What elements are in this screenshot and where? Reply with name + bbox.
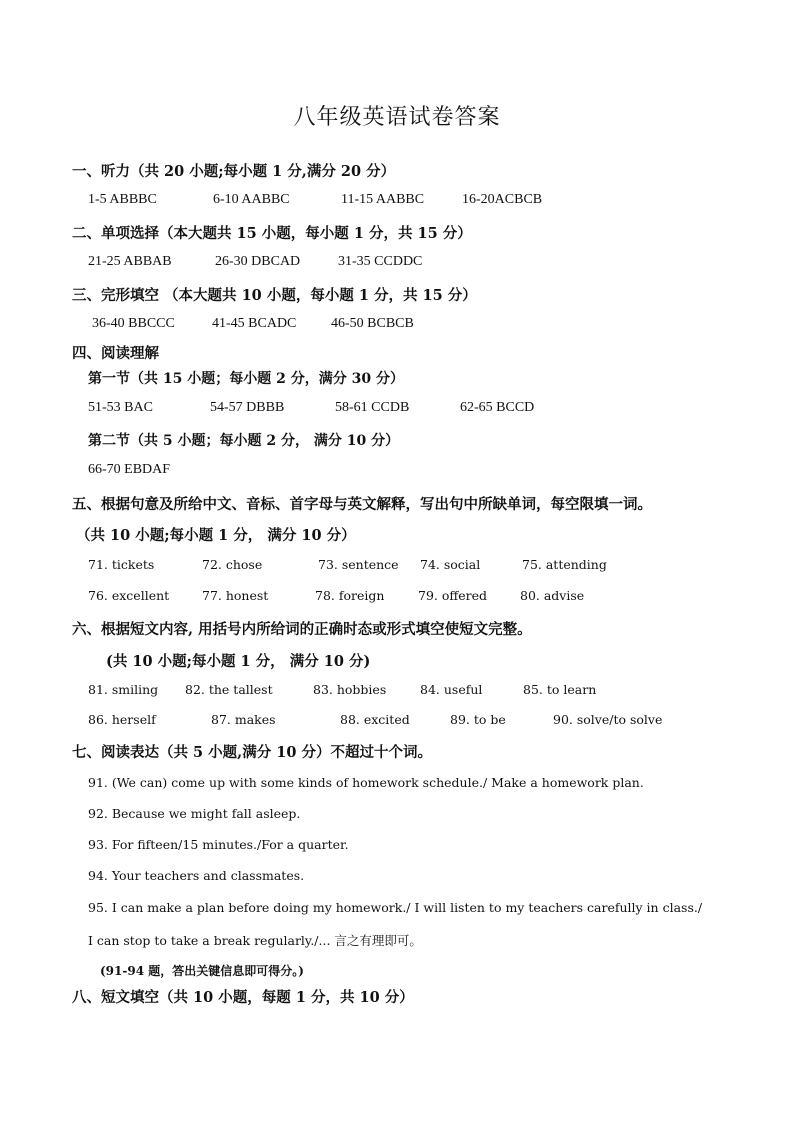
section-5-row-1 [0,557,794,575]
answer-93: 93. For fifteen/15 minutes./For a quarter. [88,837,349,852]
answer-group: 54-57 DBBB [210,400,285,415]
answer-item: 87. makes [211,712,276,727]
answer-group: 21-25 ABBAB [88,254,172,269]
section-4-part-2-heading: 第二节（共 5 小题；每小题 2 分， 满分 10 分） [88,433,400,449]
answer-item: 78. foreign [315,588,385,603]
section-4-part-1-heading: 第一节（共 15 小题；每小题 2 分，满分 30 分） [88,371,404,387]
section-6-row-2 [0,712,794,730]
section-8-heading: 八、短文填空（共 10 小题，每题 1 分，共 10 分） [72,989,414,1006]
answer-item: 82. the tallest [185,682,273,697]
answer-item: 81. smiling [88,682,159,697]
answer-item: 84. useful [420,682,483,697]
answer-item: 80. advise [520,588,585,603]
section-7-heading: 七、阅读表达（共 5 小题,满分 10 分）不超过十个词。 [72,744,433,761]
section-7-note: (91-94 题，答出关键信息即可得分。) [100,964,304,978]
answer-item: 73. sentence [318,557,399,572]
answer-group: 41-45 BCADC [212,316,297,331]
answer-92: 92. Because we might fall asleep. [88,806,301,821]
answer-item: 77. honest [202,588,269,603]
section-4-part-1-answers [0,400,794,418]
answer-group: 46-50 BCBCB [331,316,414,331]
section-5-subheading: （共 10 小题;每小题 1 分， 满分 10 分） [76,527,356,544]
section-5-heading: 五、根据句意及所给中文、音标、首字母与英文解释，写出句中所缺单词，每空限填一词。 [72,496,652,513]
answer-item: 79. offered [418,588,488,603]
section-6-row-1 [0,682,794,700]
answer-item: 75. attending [522,557,607,572]
section-1-answers [0,192,794,210]
section-6-subheading: (共 10 小题;每小题 1 分， 满分 10 分) [106,653,371,670]
answer-item: 89. to be [450,712,506,727]
answer-item: 85. to learn [523,682,597,697]
answer-group: 62-65 BCCD [460,400,535,415]
page-title: 八年级英语试卷答案 [293,105,501,130]
section-2-heading: 二、单项选择（本大题共 15 小题，每小题 1 分，共 15 分） [72,225,472,242]
section-6-heading: 六、根据短文内容, 用括号内所给词的正确时态或形式填空使短文完整。 [72,621,532,638]
answer-group: 58-61 CCDB [335,400,410,415]
answer-group: 1-5 ABBBC [88,192,157,207]
section-4-heading: 四、阅读理解 [72,345,159,362]
answer-group: 11-15 AABBC [341,192,425,207]
section-1-heading: 一、听力（共 20 小题;每小题 1 分,满分 20 分） [72,163,396,180]
answer-group: 31-35 CCDDC [338,254,423,269]
answer-item: 83. hobbies [313,682,387,697]
section-2-answers [0,254,794,272]
answer-group: 36-40 BBCCC [92,316,175,331]
answer-item: 71. tickets [88,557,155,572]
answer-item: 88. excited [340,712,410,727]
answer-item: 74. social [420,557,481,572]
answer-91: 91. (We can) come up with some kinds of homework schedule./ Make a homework plan. [88,775,644,790]
answer-95-line-2: I can stop to take a break regularly./... 言之有理即可。 [88,933,422,948]
section-5-row-2 [0,588,794,606]
answer-item: 86. herself [88,712,156,727]
section-3-answers [0,316,794,334]
answer-group: 16-20ACBCB [462,192,543,207]
answer-group: 26-30 DBCAD [215,254,301,269]
answer-group: 6-10 AABBC [213,192,290,207]
answer-item: 90. solve/to solve [553,712,663,727]
answer-group: 51-53 BAC [88,400,153,415]
section-3-heading: 三、完形填空 （本大题共 10 小题，每小题 1 分，共 15 分） [72,287,477,304]
answer-95-line-1: 95. I can make a plan before doing my homework./ I will listen to my teachers carefully in class./ [88,900,703,915]
answer-item: 76. excellent [88,588,170,603]
answer-94: 94. Your teachers and classmates. [88,868,305,883]
section-4-part-2-answers: 66-70 EBDAF [88,462,171,477]
answer-item: 72. chose [202,557,263,572]
